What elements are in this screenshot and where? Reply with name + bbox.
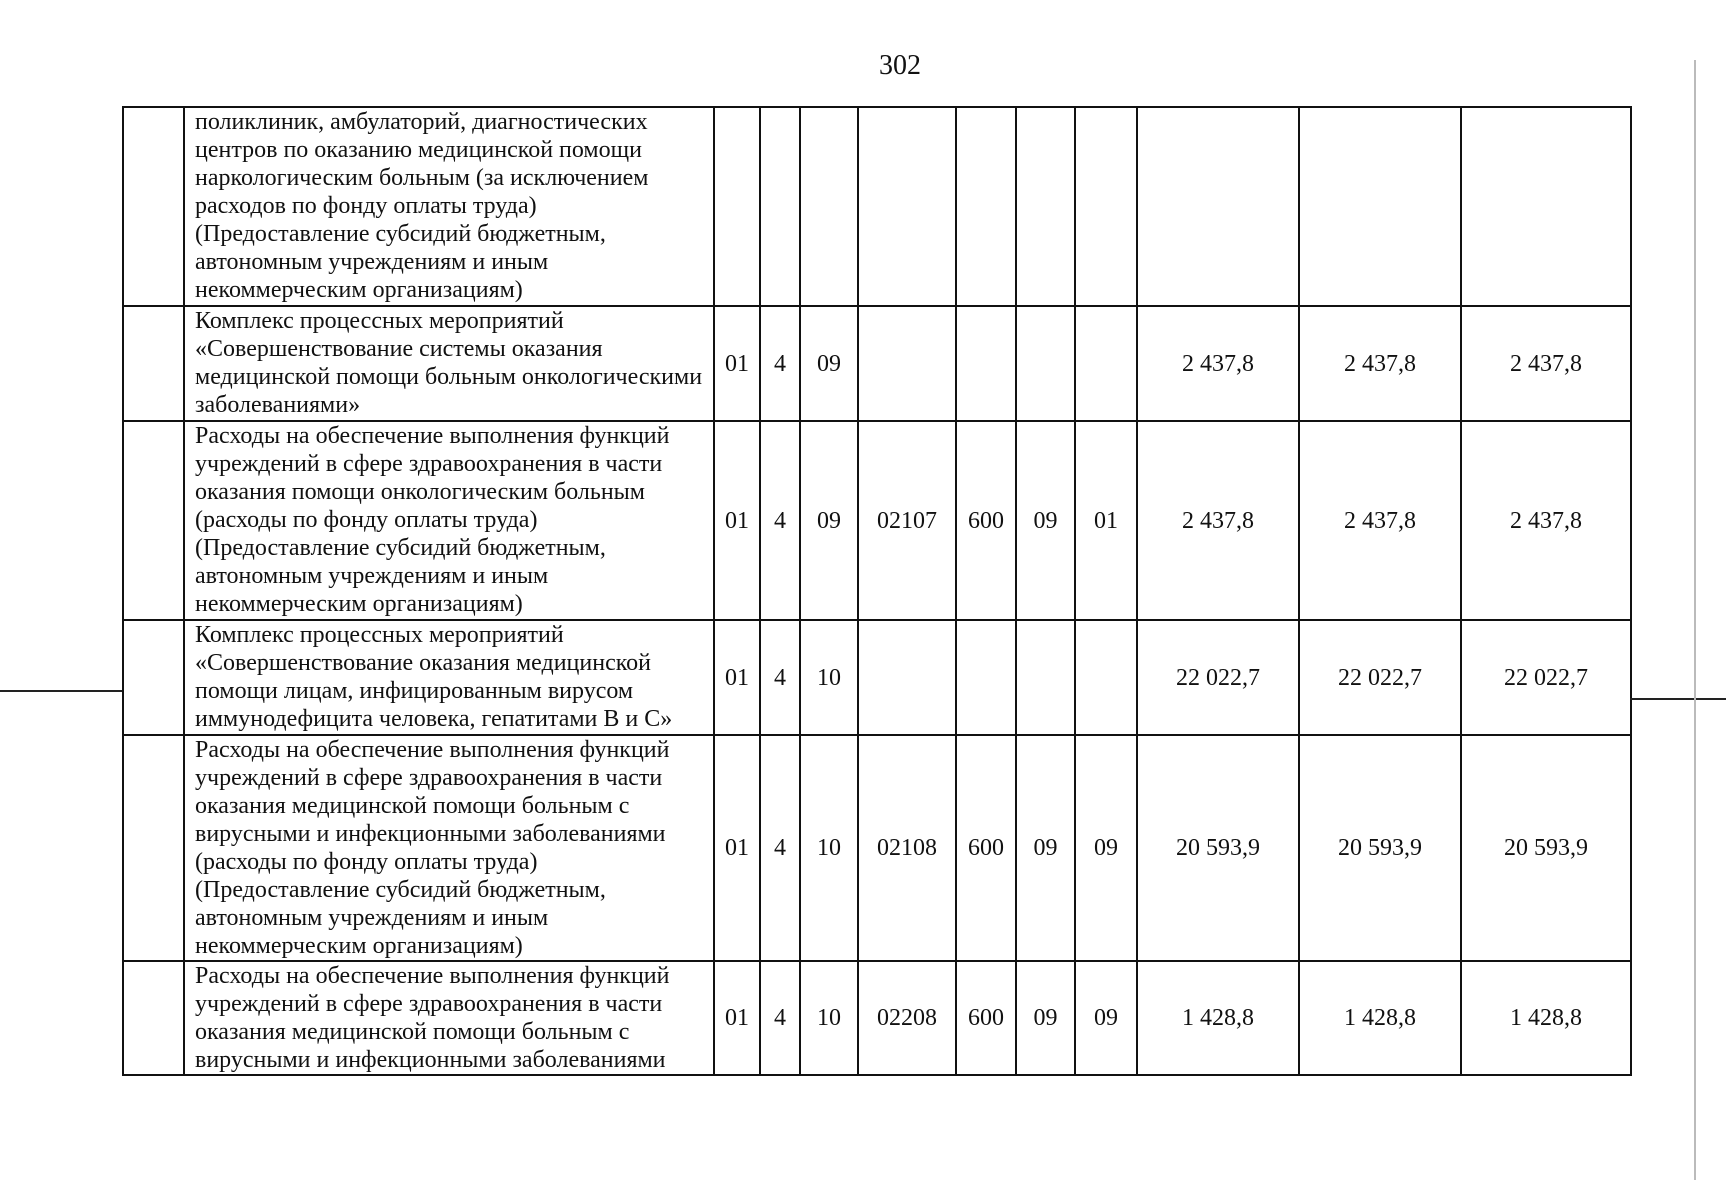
amount-cell: 2 437,8 bbox=[1461, 421, 1631, 620]
code-cell bbox=[1075, 107, 1137, 306]
code-cell: 600 bbox=[956, 961, 1016, 1075]
amount-cell: 22 022,7 bbox=[1461, 620, 1631, 735]
code-cell bbox=[858, 620, 956, 735]
code-cell: 02108 bbox=[858, 735, 956, 961]
table-row bbox=[123, 421, 1631, 620]
code-cell: 09 bbox=[1016, 961, 1075, 1075]
code-cell: 09 bbox=[1016, 421, 1075, 620]
amount-cell: 20 593,9 bbox=[1461, 735, 1631, 961]
code-cell: 01 bbox=[714, 961, 760, 1075]
code-cell bbox=[956, 107, 1016, 306]
scan-artifact-vertical-edge bbox=[1694, 60, 1696, 1180]
code-cell bbox=[800, 107, 858, 306]
amount-cell: 22 022,7 bbox=[1299, 620, 1461, 735]
amount-cell: 1 428,8 bbox=[1461, 961, 1631, 1075]
amount-cell: 1 428,8 bbox=[1299, 961, 1461, 1075]
code-cell bbox=[956, 306, 1016, 421]
code-cell: 600 bbox=[956, 735, 1016, 961]
table-row bbox=[123, 961, 1631, 1075]
table-row bbox=[123, 306, 1631, 421]
amount-cell: 20 593,9 bbox=[1299, 735, 1461, 961]
row-description: Расходы на обеспечение выполнения функций учреждений в сфере здравоохранения в части оказания медицинской помощи больным с вирусными и инфекционными заболеваниями bbox=[184, 961, 714, 1075]
code-cell bbox=[858, 107, 956, 306]
code-cell bbox=[858, 306, 956, 421]
code-cell bbox=[1075, 620, 1137, 735]
code-cell: 4 bbox=[760, 961, 800, 1075]
code-cell bbox=[1016, 107, 1075, 306]
code-cell: 4 bbox=[760, 421, 800, 620]
code-cell: 09 bbox=[800, 421, 858, 620]
code-cell bbox=[1075, 306, 1137, 421]
code-cell: 600 bbox=[956, 421, 1016, 620]
code-cell bbox=[956, 620, 1016, 735]
row-description: Расходы на обеспечение выполнения функций учреждений в сфере здравоохранения в части оказания помощи онкологическим больным (расходы по фонду оплаты труда) (Предоставление субсидий бюджетным, автономным учреждениям и иным некоммерческим организациям) bbox=[184, 421, 714, 620]
amount-cell: 2 437,8 bbox=[1299, 306, 1461, 421]
code-cell: 01 bbox=[714, 421, 760, 620]
amount-cell: 2 437,8 bbox=[1137, 421, 1299, 620]
row-description: Расходы на обеспечение выполнения функций учреждений в сфере здравоохранения в части оказания медицинской помощи больным с вирусными и инфекционными заболеваниями (расходы по фонду оплаты труда) (Предоставление субсидий бюджетным, автономным учреждениям и иным некоммерческим организациям) bbox=[184, 735, 714, 961]
amount-cell: 1 428,8 bbox=[1137, 961, 1299, 1075]
scan-artifact-line-right bbox=[1630, 698, 1726, 700]
row-description: Комплекс процессных мероприятий «Совершенствование системы оказания медицинской помощи больным онкологическими заболеваниями» bbox=[184, 306, 714, 421]
code-cell: 09 bbox=[800, 306, 858, 421]
row-description: Комплекс процессных мероприятий «Совершенствование оказания медицинской помощи лицам, инфицированным вирусом иммунодефицита человека, гепатитами В и С» bbox=[184, 620, 714, 735]
code-cell: 4 bbox=[760, 306, 800, 421]
amount-cell bbox=[1461, 107, 1631, 306]
code-cell: 01 bbox=[1075, 421, 1137, 620]
code-cell: 4 bbox=[760, 620, 800, 735]
code-cell: 10 bbox=[800, 735, 858, 961]
code-cell: 09 bbox=[1016, 735, 1075, 961]
amount-cell bbox=[1137, 107, 1299, 306]
row-index-cell bbox=[123, 735, 184, 961]
amount-cell: 2 437,8 bbox=[1137, 306, 1299, 421]
table-row bbox=[123, 735, 1631, 961]
page-number: 302 bbox=[879, 50, 921, 81]
code-cell: 10 bbox=[800, 620, 858, 735]
row-index-cell bbox=[123, 421, 184, 620]
row-index-cell bbox=[123, 306, 184, 421]
code-cell: 01 bbox=[714, 620, 760, 735]
code-cell: 02107 bbox=[858, 421, 956, 620]
row-index-cell bbox=[123, 961, 184, 1075]
amount-cell: 20 593,9 bbox=[1137, 735, 1299, 961]
row-index-cell bbox=[123, 107, 184, 306]
scan-artifact-line-left bbox=[0, 690, 122, 692]
amount-cell: 2 437,8 bbox=[1299, 421, 1461, 620]
amount-cell bbox=[1299, 107, 1461, 306]
code-cell: 09 bbox=[1075, 735, 1137, 961]
code-cell: 09 bbox=[1075, 961, 1137, 1075]
code-cell bbox=[1016, 306, 1075, 421]
row-description: поликлиник, амбулаторий, диагностических центров по оказанию медицинской помощи наркологическим больным (за исключением расходов по фонду оплаты труда) (Предоставление субсидий бюджетным, автономным учреждениям и иным некоммерческим организациям) bbox=[184, 107, 714, 306]
code-cell: 01 bbox=[714, 306, 760, 421]
row-index-cell bbox=[123, 620, 184, 735]
code-cell: 01 bbox=[714, 735, 760, 961]
table-row bbox=[123, 107, 1631, 306]
table-row bbox=[123, 620, 1631, 735]
code-cell bbox=[760, 107, 800, 306]
budget-table bbox=[122, 106, 1632, 1076]
code-cell bbox=[1016, 620, 1075, 735]
code-cell: 4 bbox=[760, 735, 800, 961]
code-cell bbox=[714, 107, 760, 306]
amount-cell: 22 022,7 bbox=[1137, 620, 1299, 735]
amount-cell: 2 437,8 bbox=[1461, 306, 1631, 421]
code-cell: 02208 bbox=[858, 961, 956, 1075]
code-cell: 10 bbox=[800, 961, 858, 1075]
